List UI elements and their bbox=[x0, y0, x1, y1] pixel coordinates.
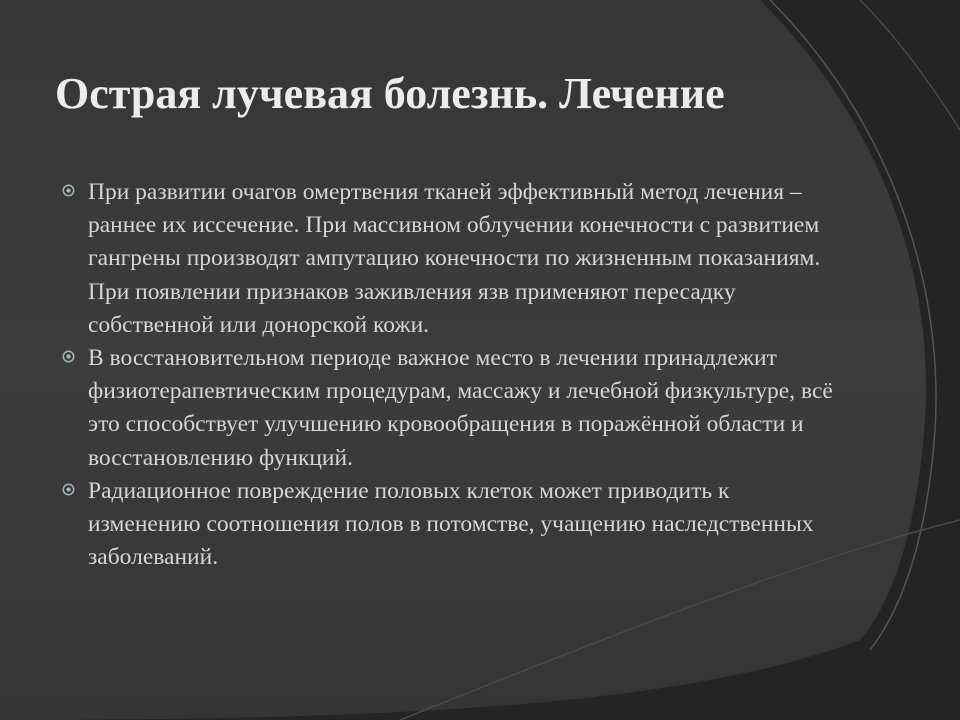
slide-title: Острая лучевая болезнь. Лечение bbox=[55, 69, 725, 118]
bullet-text: При развитии очагов омертвения тканей эффективный метод лечения – раннее их иссечение. При массивном облучении конечности с развитием гангрены производят ампутацию конечности по жизненным показаниям. При появлении признаков заживления язв применяют пересадку собственной или донорской кожи. bbox=[88, 179, 821, 338]
bullet-list bbox=[62, 176, 842, 574]
target-ring-icon bbox=[62, 184, 75, 197]
target-ring-icon bbox=[62, 350, 75, 363]
bullet-text: Радиационное повреждение половых клеток может приводить к изменению соотношения полов в потомстве, учащению наследственных заболеваний. bbox=[88, 477, 814, 571]
bullet-item bbox=[62, 475, 842, 575]
bullet-item bbox=[62, 176, 842, 342]
bullet-item bbox=[62, 342, 842, 475]
target-ring-icon bbox=[62, 483, 75, 496]
bullet-text: В восстановительном периоде важное место в лечении принадлежит физиотерапевтическим процедурам, массажу и лечебной физкультуре, всё это способствует улучшению кровообращения в поражённой области и восстановлению функций. bbox=[88, 345, 833, 471]
